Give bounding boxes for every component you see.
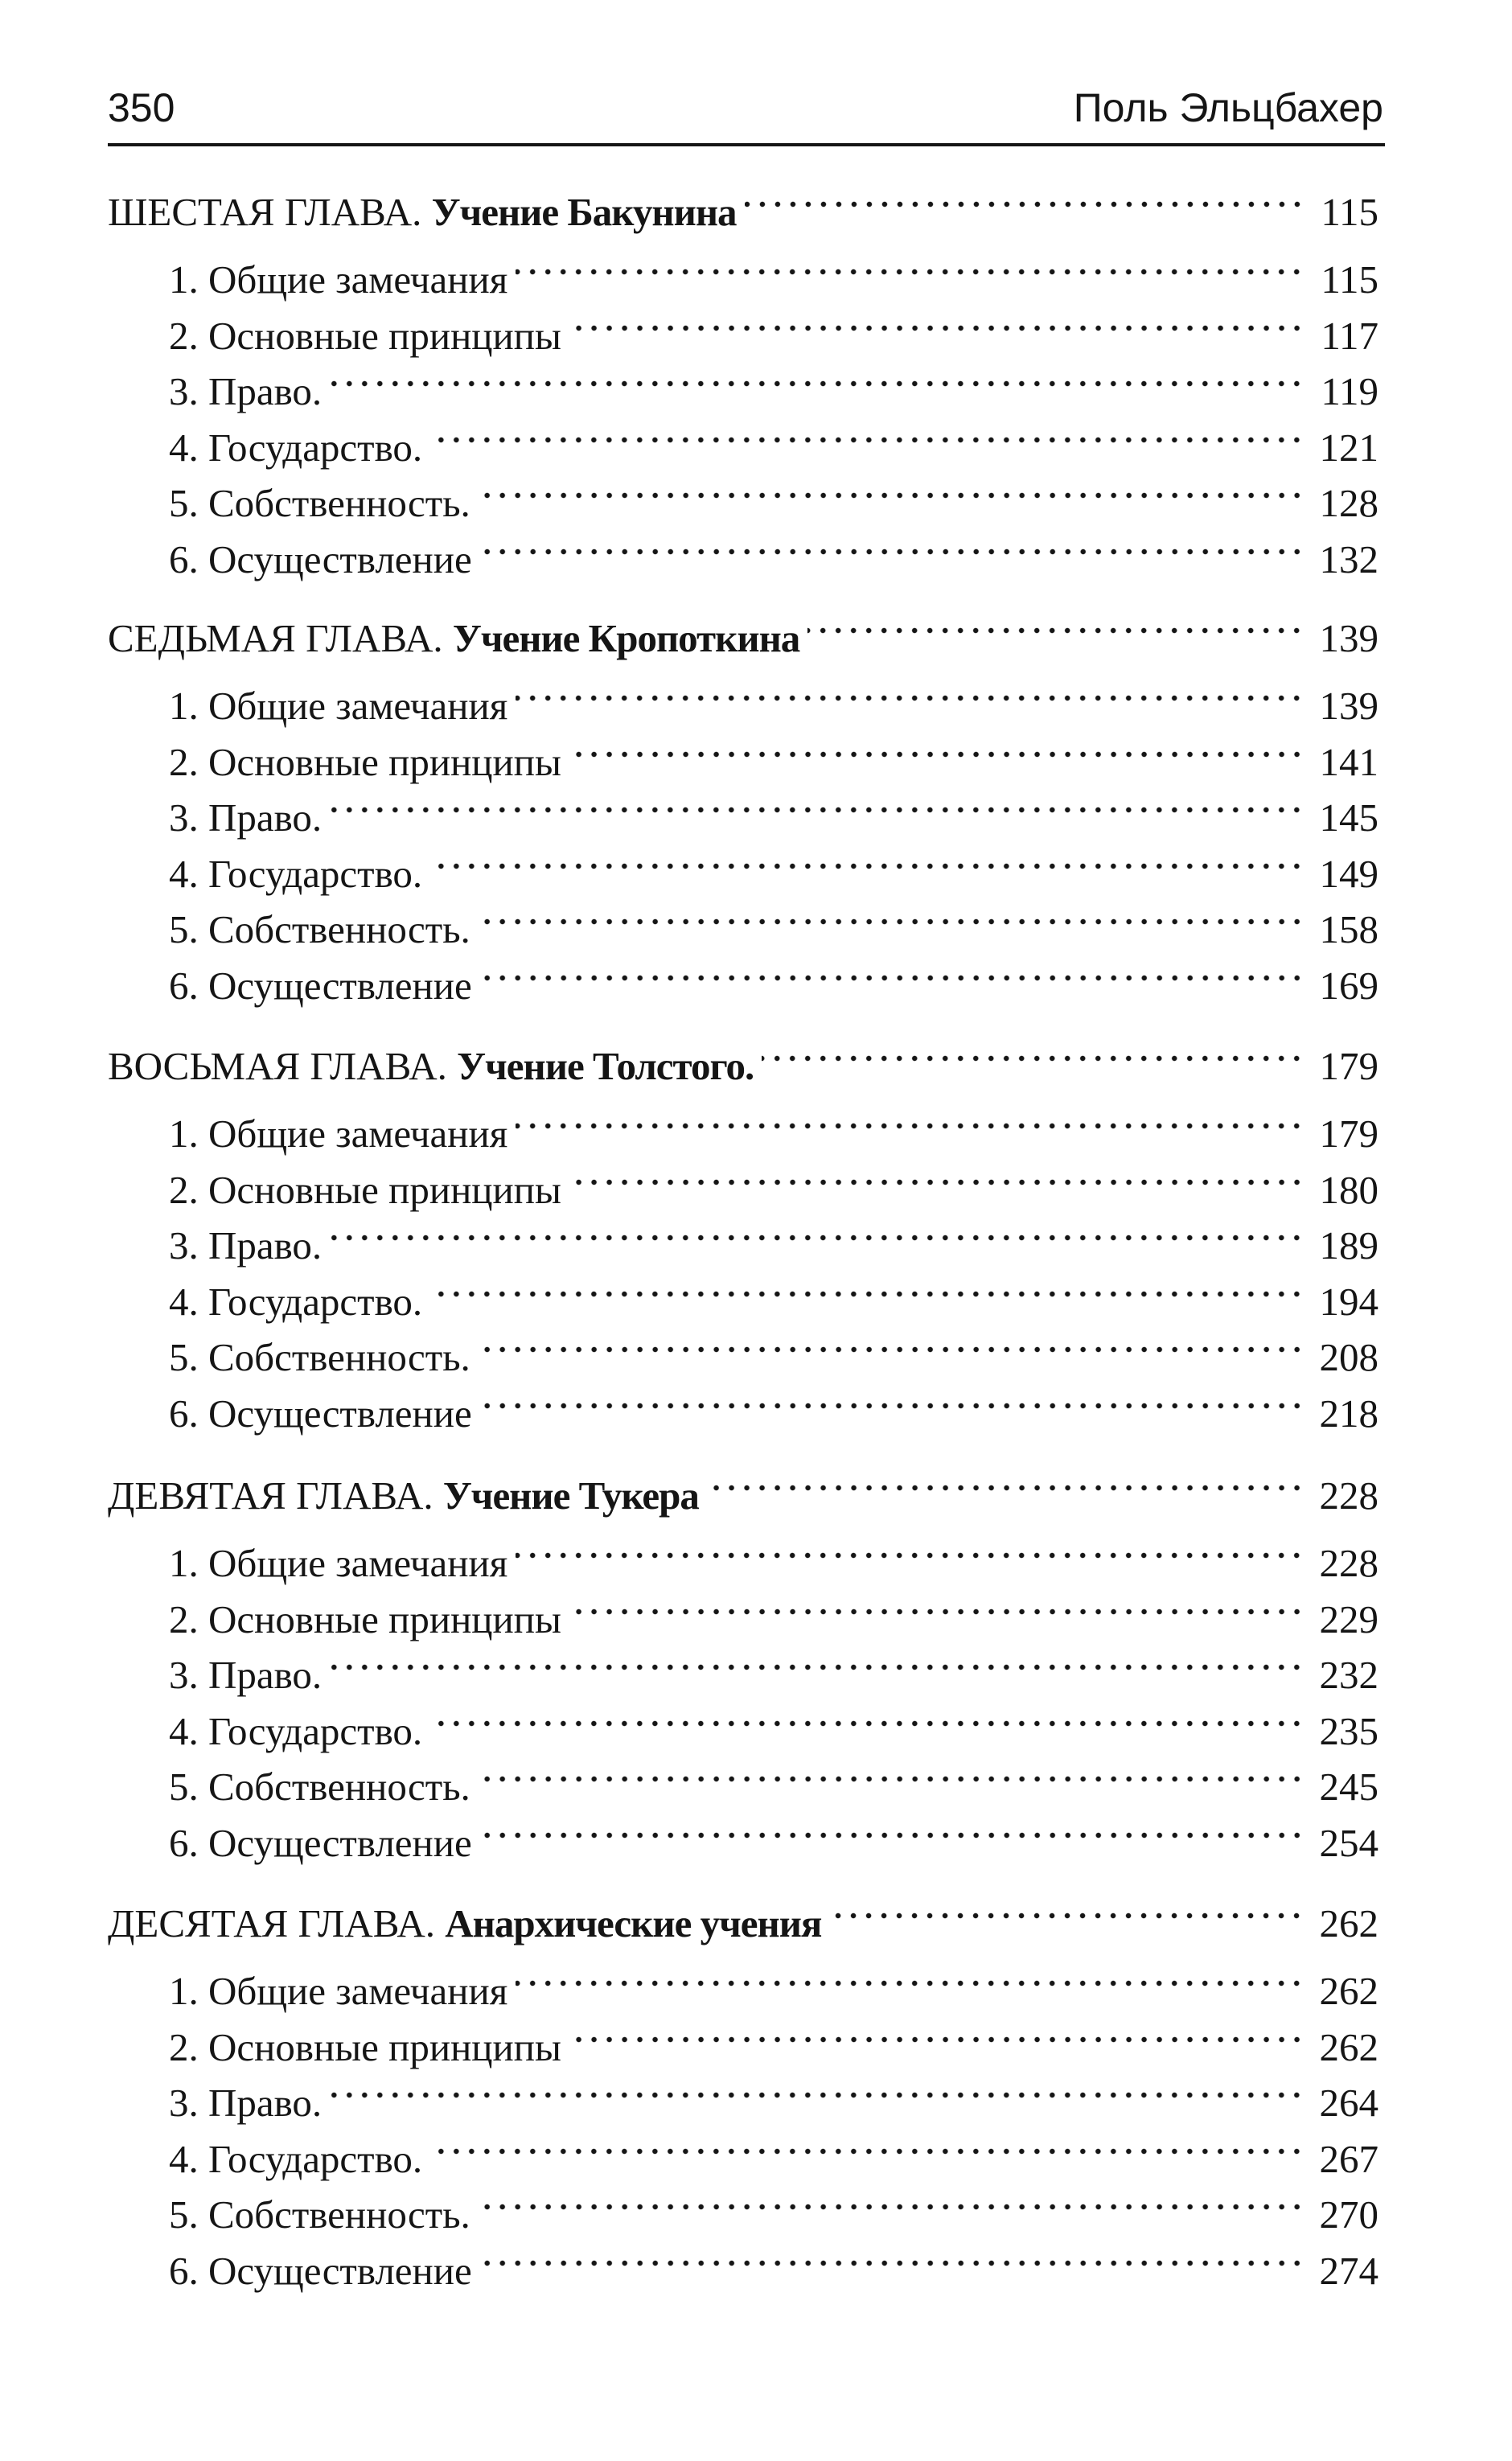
section-entry [169,2022,1378,2073]
section-title: 5. Собственность. [169,907,470,951]
dot-leader [430,425,1305,461]
dot-leader [480,537,1305,573]
section-entry [169,1594,1378,1645]
section-title: 5. Собственность. [169,1765,470,1809]
section-entry [169,737,1378,788]
section-entry [169,422,1378,474]
chapter-entry [108,1470,1378,1522]
section-entry [169,1220,1378,1272]
chapter-entry [108,1898,1378,1949]
page-reference: 145 [1319,795,1378,840]
section-entry [169,904,1378,955]
page-reference: 179 [1319,1044,1378,1088]
chapter-entry [108,187,1378,238]
dot-leader [479,907,1305,943]
running-author: Поль Эльцбахер [1073,85,1383,130]
section-entry [169,366,1378,417]
page-reference: 128 [1319,481,1378,525]
dot-leader [479,1765,1305,1800]
dot-leader [516,684,1305,719]
section-title: 4. Государство. [169,1709,423,1753]
dot-leader [480,1391,1305,1427]
dot-leader [569,2025,1305,2060]
section-title: 1. Общие замечания [169,684,508,728]
section-entry [169,1706,1378,1757]
section-title: 2. Основные принципы [169,314,561,358]
section-title: 5. Собственность. [169,2192,470,2237]
chapter-label: ВОСЬМАЯ ГЛАВА. [108,1044,447,1088]
section-title: 3. Право. [169,2081,323,2125]
section-title: 4. Государство. [169,1280,423,1324]
section-title: 3. Право. [169,369,323,413]
page-reference: 189 [1319,1223,1378,1267]
dot-leader [516,1969,1305,2004]
chapter-heading [108,1470,699,1522]
section-title: 2. Основные принципы [169,2025,561,2069]
page-reference: 228 [1319,1541,1378,1585]
section-entry [169,848,1378,900]
page-reference: 232 [1319,1653,1378,1697]
section-entry [169,1818,1378,1869]
section-entry [169,1650,1378,1701]
dot-leader [330,1653,1305,1688]
section-entry [169,478,1378,529]
section-entry [169,2245,1378,2297]
page-reference: 115 [1321,190,1378,234]
chapter-heading [108,1041,754,1092]
page-reference: 117 [1321,314,1378,358]
section-entry [169,2189,1378,2241]
page-reference: 115 [1321,257,1378,302]
dot-leader [707,1473,1305,1509]
dot-leader [829,1901,1305,1937]
chapter-title: Учение Толстого. [457,1044,754,1088]
section-title: 1. Общие замечания [169,1541,508,1585]
dot-leader [479,481,1305,516]
page-reference: 139 [1319,684,1378,728]
dot-leader [569,740,1305,775]
section-title: 2. Основные принципы [169,1168,561,1212]
section-entry [169,1388,1378,1440]
chapter-heading [108,187,737,238]
chapter-label: ДЕСЯТАЯ ГЛАВА. [108,1901,436,1945]
dot-leader [569,1168,1305,1203]
page-reference: 121 [1319,425,1378,470]
page-reference: 119 [1321,369,1378,413]
section-title: 4. Государство. [169,425,423,470]
page-reference: 228 [1319,1473,1378,1518]
section-entry [169,680,1378,732]
dot-leader [430,1709,1305,1744]
page-reference: 274 [1319,2249,1378,2293]
page-reference: 132 [1319,537,1378,581]
dot-leader [480,2249,1305,2284]
page-reference: 262 [1319,1969,1378,2013]
section-title: 1. Общие замечания [169,1111,508,1156]
dot-leader [569,314,1305,349]
page-reference: 254 [1319,1821,1378,1865]
chapter-label: СЕДЬМАЯ ГЛАВА. [108,616,443,660]
dot-leader [330,1223,1305,1259]
page-reference: 270 [1319,2192,1378,2237]
page-reference: 235 [1319,1709,1378,1753]
section-title: 3. Право. [169,795,323,840]
section-title: 6. Осуществление [169,963,472,1008]
page-reference: 180 [1319,1168,1378,1212]
section-entry [169,960,1378,1012]
dot-leader [762,1044,1305,1079]
chapter-title: Учение Кропоткина [452,616,800,660]
dot-leader [516,1111,1305,1147]
section-entry [169,254,1378,306]
dot-leader [807,616,1305,651]
section-title: 6. Осуществление [169,2249,472,2293]
page-reference: 218 [1319,1391,1378,1436]
chapter-heading [108,1898,821,1949]
chapter-title: Учение Бакунина [431,190,737,234]
chapter-label: ШЕСТАЯ ГЛАВА. [108,190,422,234]
dot-leader [430,2137,1305,2172]
chapter-label: ДЕВЯТАЯ ГЛАВА. [108,1473,433,1518]
page-reference: 262 [1319,2025,1378,2069]
page-reference: 158 [1319,907,1378,951]
page-number: 350 [108,85,175,130]
section-entry [169,1108,1378,1160]
page-reference: 179 [1319,1111,1378,1156]
page-reference: 139 [1319,616,1378,660]
dot-leader [330,795,1305,831]
dot-leader [569,1597,1305,1633]
chapter-title: Учение Тукера [442,1473,699,1518]
dot-leader [430,1280,1305,1315]
section-entry [169,2077,1378,2129]
section-entry [169,1165,1378,1216]
dot-leader [480,1821,1305,1856]
page-reference: 267 [1319,2137,1378,2181]
page-reference: 141 [1319,740,1378,784]
section-title: 5. Собственность. [169,481,470,525]
chapter-title: Анархические учения [445,1901,822,1945]
section-entry [169,1966,1378,2017]
page-reference: 169 [1319,963,1378,1008]
section-entry [169,310,1378,362]
dot-leader [330,369,1305,405]
section-title: 6. Осуществление [169,537,472,581]
section-title: 3. Право. [169,1653,323,1697]
section-entry [169,1332,1378,1383]
page-reference: 264 [1319,2081,1378,2125]
chapter-heading [108,613,799,664]
dot-leader [745,190,1305,225]
dot-leader [479,2192,1305,2228]
chapter-entry [108,1041,1378,1092]
dot-leader [480,963,1305,999]
page-reference: 208 [1319,1335,1378,1379]
page-reference: 262 [1319,1901,1378,1945]
section-entry [169,1761,1378,1813]
section-entry [169,1538,1378,1589]
dot-leader [516,1541,1305,1576]
section-entry [169,792,1378,844]
page-reference: 245 [1319,1765,1378,1809]
section-title: 1. Общие замечания [169,257,508,302]
page-reference: 194 [1319,1280,1378,1324]
page-reference: 229 [1319,1597,1378,1641]
section-title: 6. Осуществление [169,1391,472,1436]
section-title: 1. Общие замечания [169,1969,508,2013]
dot-leader [516,257,1305,293]
section-title: 4. Государство. [169,852,423,896]
section-title: 4. Государство. [169,2137,423,2181]
dot-leader [330,2081,1305,2116]
section-title: 6. Осуществление [169,1821,472,1865]
section-entry [169,534,1378,585]
section-title: 2. Основные принципы [169,740,561,784]
section-entry [169,2134,1378,2185]
dot-leader [479,1335,1305,1370]
section-title: 3. Право. [169,1223,323,1267]
chapter-entry [108,613,1378,664]
section-entry [169,1276,1378,1328]
section-title: 2. Основные принципы [169,1597,561,1641]
section-title: 5. Собственность. [169,1335,470,1379]
page-reference: 149 [1319,852,1378,896]
dot-leader [430,852,1305,887]
